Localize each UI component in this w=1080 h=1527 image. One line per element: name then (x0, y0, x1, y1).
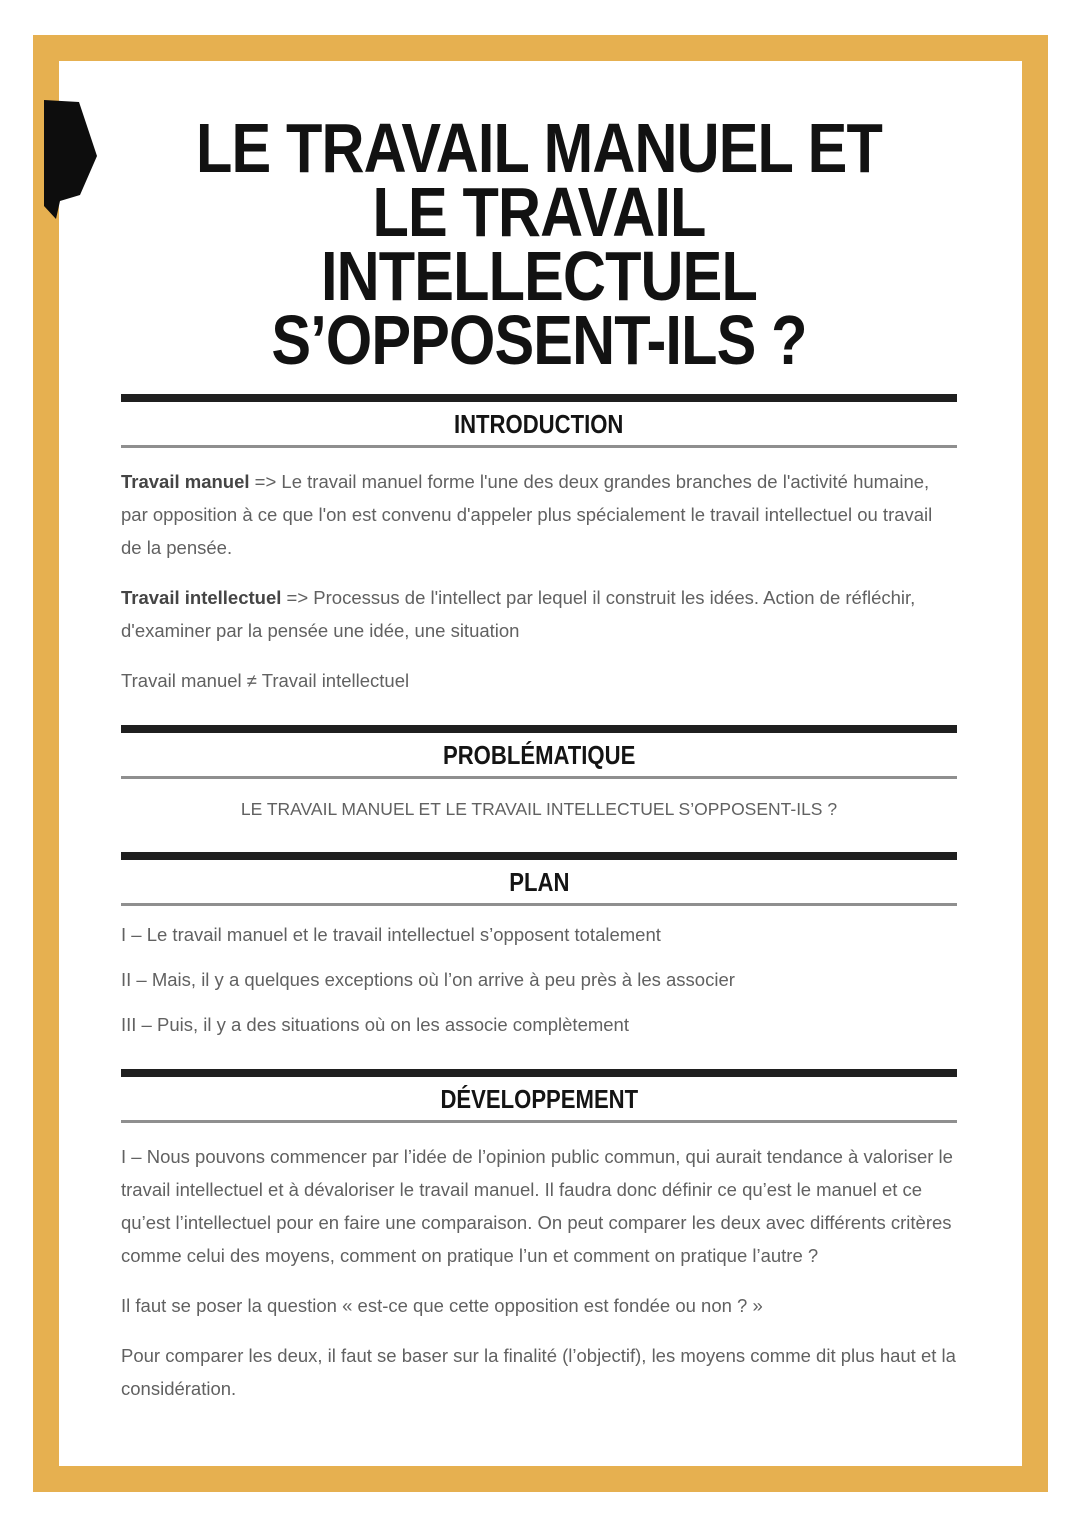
plan-item-1: I – Le travail manuel et le travail intellectuel s’opposent totalement (121, 924, 661, 945)
section-underline (121, 776, 957, 779)
bookmark-ribbon-icon (44, 97, 98, 220)
section-underline (121, 1120, 957, 1123)
section-plan (121, 852, 957, 1041)
definition-travail-manuel (121, 465, 957, 564)
term-travail-manuel: Travail manuel (121, 471, 250, 492)
plan-item-2: II – Mais, il y a quelques exceptions où l’on arrive à peu près à les associer (121, 969, 735, 990)
introduction-heading: INTRODUCTION (454, 409, 624, 439)
developpement-paragraph-3: Pour comparer les deux, il faut se baser sur la finalité (l’objectif), les moyens comme dit plus haut et la considération. (121, 1345, 956, 1399)
section-problematique (121, 725, 957, 824)
plan-heading: PLAN (508, 867, 570, 897)
developpement-paragraph-2: Il faut se poser la question « est-ce que cette opposition est fondée ou non ? » (121, 1295, 763, 1316)
section-underline (121, 903, 957, 906)
intro-inequality-note: Travail manuel ≠ Travail intellectuel (121, 670, 410, 691)
page-title-line: S’OPPOSENT-ILS ? (271, 301, 807, 379)
developpement-paragraph-1: I – Nous pouvons commencer par l’idée de l’opinion public commun, qui aurait tendance à valoriser le travail intellectuel et à dévaloriser le travail manuel. Il faudra donc définir ce qu’est le manuel et ce qu’est l’intellectuel pour en faire une comparaison. On peut comparer les deux avec différents critères comme celui des moyens, comment on pratique l’un et comment on pratique l’autre ? (121, 1146, 953, 1266)
section-top-rule (121, 725, 957, 733)
problematique-statement: LE TRAVAIL MANUEL ET LE TRAVAIL INTELLECTUEL S’OPPOSENT-ILS ? (240, 799, 838, 819)
plan-list (121, 918, 957, 1041)
page-title-line: LE TRAVAIL (372, 173, 706, 251)
plan-item-3: III – Puis, il y a des situations où on les associe complètement (121, 1014, 629, 1035)
page-title (184, 109, 895, 379)
section-top-rule (121, 394, 957, 402)
definition-travail-intellectuel (121, 581, 957, 647)
section-underline (121, 445, 957, 448)
section-top-rule (121, 852, 957, 860)
definition-text: => Le travail manuel forme l'une des deux grandes branches de l'activité humaine, par opposition à ce que l'on est convenu d'appeler plus spécialement le travail intellectuel ou travail de la pensée. (121, 471, 933, 558)
section-developpement (121, 1069, 957, 1405)
document-content (121, 92, 957, 1405)
section-introduction (121, 394, 957, 697)
definition-text: => Processus de l'intellect par lequel il construit les idées. Action de réfléchir, d'examiner par la pensée une idée, une situation (121, 587, 916, 641)
page-title-line: LE TRAVAIL MANUEL ET (195, 109, 882, 187)
developpement-heading: DÉVELOPPEMENT (440, 1084, 638, 1114)
page-title-line: INTELLECTUEL (320, 237, 758, 315)
problematique-heading: PROBLÉMATIQUE (442, 740, 636, 770)
term-travail-intellectuel: Travail intellectuel (121, 587, 282, 608)
section-top-rule (121, 1069, 957, 1077)
